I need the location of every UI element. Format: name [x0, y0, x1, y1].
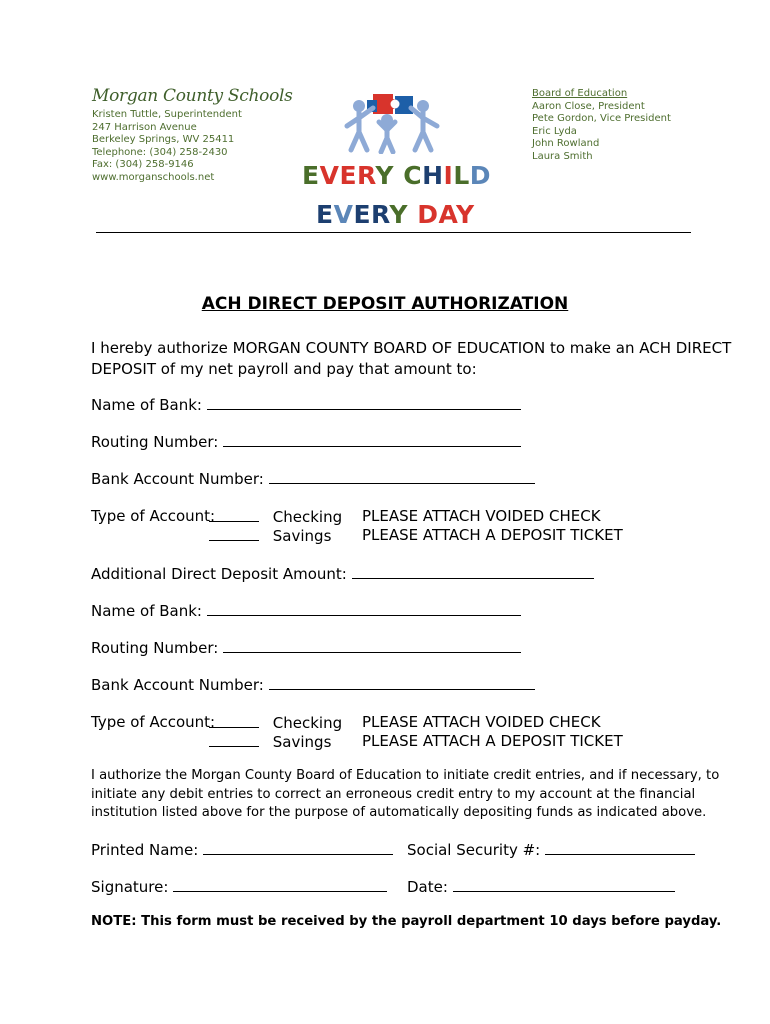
slogan-every-day [316, 200, 475, 229]
routing-number-field-2[interactable] [223, 637, 521, 653]
board-member: John Rowland [532, 138, 600, 150]
bank-name-label: Name of Bank: [91, 396, 202, 414]
routing-number-field[interactable] [223, 431, 521, 447]
checking-label: Checking [272, 714, 343, 732]
account-number-row [91, 468, 535, 490]
slogan-letter [408, 200, 417, 229]
website: www.morganschools.net [92, 171, 215, 183]
social-security-row [407, 839, 695, 861]
account-number-field-2[interactable] [269, 674, 535, 690]
address-city: Berkeley Springs, WV 25411 [92, 134, 235, 146]
slogan-letter: D [417, 200, 439, 229]
routing-number-label: Routing Number: [91, 433, 219, 451]
checking-blank-2[interactable] [209, 712, 259, 728]
contact-block [92, 109, 242, 185]
attach-deposit-ticket: PLEASE ATTACH A DEPOSIT TICKET [362, 526, 623, 544]
slogan-letter: E [339, 161, 358, 190]
additional-amount-row [91, 563, 594, 585]
intro-line: DEPOSIT of my net payroll and pay that amount to: [91, 360, 477, 378]
slogan-letter: D [469, 161, 492, 190]
attach-deposit-ticket-2: PLEASE ATTACH A DEPOSIT TICKET [362, 732, 623, 750]
fax: Fax: (304) 258-9146 [92, 159, 194, 171]
savings-row [209, 525, 331, 547]
additional-amount-label: Additional Direct Deposit Amount: [91, 565, 347, 583]
attach-voided-check-2: PLEASE ATTACH VOIDED CHECK [362, 713, 601, 731]
slogan-letter [394, 161, 403, 190]
slogan-letter: V [319, 161, 340, 190]
printed-name-row [91, 839, 393, 861]
school-name: Morgan County Schools [92, 86, 293, 106]
bank-name-field-2[interactable] [207, 600, 521, 616]
signature-row [91, 876, 387, 898]
slogan-letter: Y [389, 200, 409, 229]
slogan-letter: E [353, 200, 372, 229]
children-puzzle-logo-icon [343, 92, 443, 158]
authorization-line: institution listed above for the purpose of automatically depositing funds as indicated above. [91, 805, 707, 820]
additional-amount-field[interactable] [352, 563, 594, 579]
slogan-letter: E [302, 161, 320, 190]
authorization-paragraph [91, 767, 719, 823]
slogan-letter: L [453, 161, 470, 190]
slogan-letter: R [371, 200, 390, 229]
routing-number-label: Routing Number: [91, 639, 219, 657]
bank-name-field[interactable] [207, 394, 521, 410]
account-number-label: Bank Account Number: [91, 676, 264, 694]
routing-number-row-2 [91, 637, 521, 659]
bank-name-row [91, 394, 521, 416]
bank-name-label: Name of Bank: [91, 602, 202, 620]
social-security-field[interactable] [545, 839, 695, 855]
signature-field[interactable] [173, 876, 387, 892]
printed-name-label: Printed Name: [91, 841, 199, 859]
account-type-label: Type of Account: [91, 507, 216, 525]
intro-paragraph [91, 338, 731, 380]
board-member: Laura Smith [532, 150, 593, 162]
slogan-letter: I [443, 161, 454, 190]
savings-label: Savings [272, 733, 332, 751]
slogan-letter: V [333, 200, 354, 229]
checking-label: Checking [272, 508, 343, 526]
slogan-letter: Y [455, 200, 475, 229]
attach-voided-check: PLEASE ATTACH VOIDED CHECK [362, 507, 601, 525]
signature-label: Signature: [91, 878, 169, 896]
board-member: Aaron Close, President [532, 100, 645, 112]
savings-label: Savings [272, 527, 332, 545]
date-field[interactable] [453, 876, 675, 892]
slogan-letter: C [403, 161, 423, 190]
checking-blank[interactable] [209, 506, 259, 522]
slogan-letter: A [438, 200, 456, 229]
board-title: Board of Education [532, 88, 628, 99]
date-row [407, 876, 675, 898]
account-number-field[interactable] [269, 468, 535, 484]
bank-name-row-2 [91, 600, 521, 622]
telephone: Telephone: (304) 258-2430 [92, 146, 228, 158]
intro-line: I hereby authorize MORGAN COUNTY BOARD OF EDUCATION to make an ACH DIRECT [91, 339, 732, 357]
header-divider [96, 232, 691, 233]
slogan-letter: E [316, 200, 334, 229]
slogan-letter: H [422, 161, 444, 190]
savings-blank-2[interactable] [209, 731, 259, 747]
slogan-letter: R [357, 161, 376, 190]
routing-number-row [91, 431, 521, 453]
authorization-line: initiate any debit entries to correct an erroneous credit entry to my account at the financial [91, 786, 696, 802]
savings-row-2 [209, 731, 331, 753]
authorization-line: I authorize the Morgan County Board of Education to initiate credit entries, and if necessary, to [91, 768, 720, 783]
account-number-row-2 [91, 674, 535, 696]
address-street: 247 Harrison Avenue [92, 121, 197, 133]
date-label: Date: [407, 878, 448, 896]
savings-blank[interactable] [209, 525, 259, 541]
account-type-label-2: Type of Account: [91, 713, 216, 731]
social-security-label: Social Security #: [407, 841, 541, 859]
slogan-letter: Y [375, 161, 395, 190]
form-title: ACH DIRECT DEPOSIT AUTHORIZATION [201, 294, 569, 314]
board-member: Eric Lyda [532, 125, 577, 137]
printed-name-field[interactable] [203, 839, 393, 855]
board-of-education-block [532, 88, 671, 164]
payroll-note: NOTE: This form must be received by the payroll department 10 days before payday. [91, 914, 722, 929]
account-number-label: Bank Account Number: [91, 470, 264, 488]
board-member: Pete Gordon, Vice President [532, 113, 671, 125]
superintendent: Kristen Tuttle, Superintendent [92, 109, 242, 120]
slogan-every-child [302, 161, 491, 190]
